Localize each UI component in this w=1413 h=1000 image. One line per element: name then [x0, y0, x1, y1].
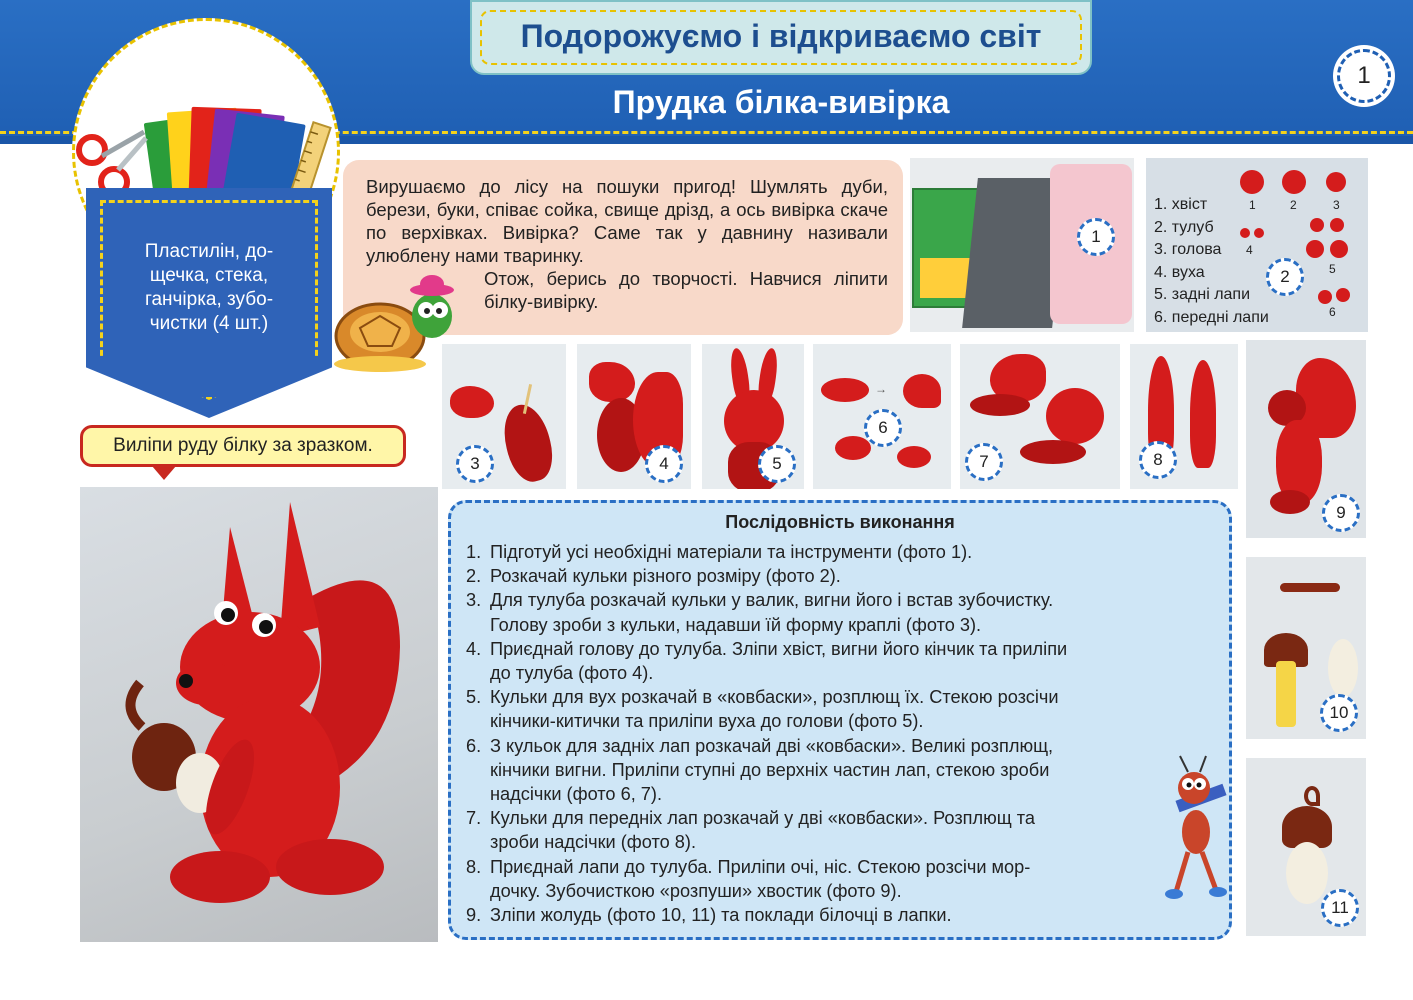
ant-icon [1158, 752, 1238, 902]
photo-number-5: 5 [758, 445, 796, 483]
sculpt-label-arrow [152, 466, 176, 480]
photo-number-11: 11 [1321, 889, 1359, 927]
main-squirrel-photo [80, 487, 438, 942]
ball-label-4: 4 [1246, 243, 1253, 257]
step-item: 1. Підготуй усі необхідні матеріали та інструменти (фото 1). [466, 542, 973, 562]
ball-label-3: 3 [1333, 198, 1340, 212]
page-subtitle: Прудка білка-вивірка [612, 84, 950, 120]
materials-text: Пластилін, до- щечка, стека, ганчірка, зубо- чистки (4 шт.) [144, 241, 274, 334]
turtle-icon [330, 268, 460, 378]
photo-number-2: 2 [1266, 258, 1304, 296]
photo-number-1: 1 [1077, 218, 1115, 256]
ball-label-2: 2 [1290, 198, 1297, 212]
steps-title: Послідовність виконання [725, 512, 955, 532]
ball-label-5: 5 [1329, 262, 1336, 276]
step-item: 9. Зліпи жолудь (фото 10, 11) та поклади білочці в лапки. [466, 905, 952, 926]
step-item: 4. Приєднай голову до тулуба. Зліпи хвіст, вигни його кінчик та приліпи до тулуба (фото 4). [466, 638, 1068, 684]
squirrel-figure [80, 487, 438, 942]
step-item: 6. З кульок для задніх лап розкачай дві «ковбаски». Великі розплющ, кінчики вигни. Приліпи ступні до верхніх частин лап, стекою зроби надсічки (фото 6, 7). [466, 735, 1054, 805]
sculpt-label: Виліпи руду білку за зразком. [80, 425, 406, 467]
page-title: Подорожуємо і відкриваємо світ [520, 18, 1042, 54]
step-item: 5. Кульки для вух розкачай в «ковбаски», розплющ їх. Стекою розсічи кінчики-китички та приліпи вуха до голови (фото 5). [466, 687, 1059, 732]
intro-paragraph-1: Вирушаємо до лісу на пошуки пригод! Шумлять дуби, берези, буки, співає сойка, свище дрізд, а ось вивірка скаче по верхівках. Вивірка? Саме так у давнину називали улюблену нами тваринку. [366, 176, 888, 266]
step-item: 8. Приєднай лапи до тулуба. Приліпи очі, ніс. Стекою розсічи мор- дочку. Зубочисткою «розпуши» хвостик (фото 9). [466, 856, 1031, 901]
photo-number-3: 3 [456, 445, 494, 483]
photo-number-8: 8 [1139, 441, 1177, 479]
photo-number-7: 7 [965, 443, 1003, 481]
page-number: 1 [1337, 49, 1391, 103]
step-item: 2. Розкачай кульки різного розміру (фото 2). [466, 566, 841, 587]
steps-list [466, 540, 1206, 927]
photo-number-10: 10 [1320, 694, 1358, 732]
intro-paragraph-2: Отож, берись до творчості. Навчися ліпити білку-вивірку. [484, 268, 888, 312]
photo-number-6: 6 [864, 409, 902, 447]
parts-list: 1. хвіст 2. тулуб 3. голова 4. вуха 5. задні лапи 6. передні лапи [1154, 196, 1269, 326]
step-item: 3. Для тулуба розкачай кульки у валик, вигни його і встав зубочистку. Голову зроби з кульки, надавши їй форму краплі (фото 3). [466, 590, 1054, 635]
step-item: 7. Кульки для передніх лап розкачай у дві «ковбаски». Розплющ та зроби надсічки (фото 8). [466, 808, 1036, 853]
photo-6: → [813, 344, 951, 489]
ball-label-6: 6 [1329, 305, 1336, 319]
photo-number-9: 9 [1322, 494, 1360, 532]
photo-number-4: 4 [645, 445, 683, 483]
ball-label-1: 1 [1249, 198, 1256, 212]
